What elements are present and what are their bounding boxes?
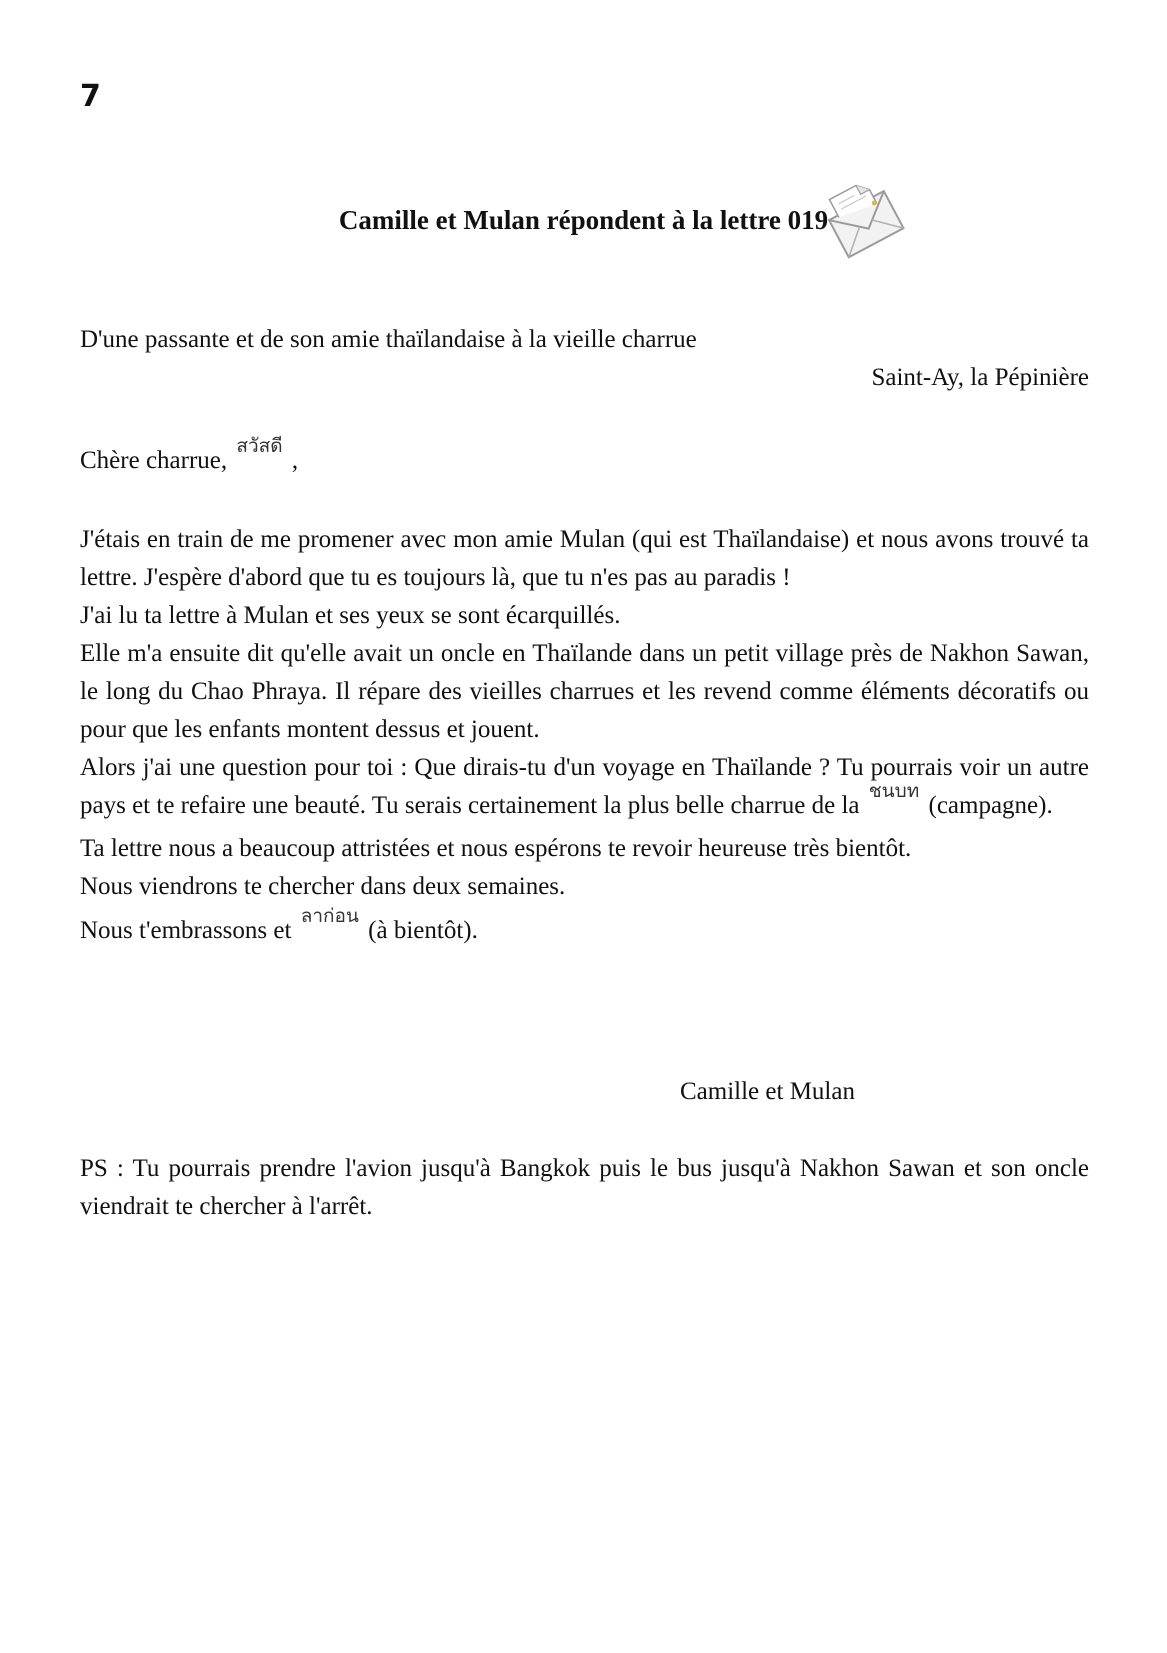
letter-title: Camille et Mulan répondent à la lettre 019 — [338, 205, 829, 235]
paragraph-3: Elle m'a ensuite dit qu'elle avait un oncle en Thaïlande dans un petit village près de Nakhon Sawan, le long du Chao Phraya. Il répare des vieilles charrues et les revend comme éléments décoratifs ou pour que les enfants montent dessus et jouent. — [80, 640, 1089, 743]
paragraph-4-start: Alors j'ai une question pour toi : Que dirais-tu d'un voyage en Thaïlande ? Tu pourrais voir un autre pays et te refaire une beauté. Tu serais certainement la plus belle charrue de la — [80, 754, 1089, 819]
postscript: PS : Tu pourrais prendre l'avion jusqu'à Bangkok puis le bus jusqu'à Nakhon Sawan et son oncle viendrait te chercher à l'arrêt. — [80, 1155, 1089, 1220]
envelope-icon — [826, 180, 912, 270]
signature: Camille et Mulan — [680, 1078, 855, 1105]
paragraph-4-end: (campagne). — [928, 792, 1053, 819]
thai-word-countryside: ชนบท — [868, 780, 920, 802]
paragraph-4 — [80, 749, 1089, 826]
paragraph-5: Ta lettre nous a beaucoup attristées et nous espérons te revoir heureuse très bientôt. — [80, 835, 912, 862]
paragraph-2: J'ai lu ta lettre à Mulan et ses yeux se sont écarquillés. — [80, 602, 621, 629]
paragraph-7-end: (à bientôt). — [368, 917, 478, 944]
place-line: Saint-Ay, la Pépinière — [871, 364, 1089, 391]
salutation-comma: , — [291, 447, 299, 474]
thai-word-goodbye: ลาก่อน — [300, 905, 359, 927]
sender-line: D'une passante et de son amie thaïlandaise à la vieille charrue — [80, 326, 697, 353]
letter-body — [80, 521, 1089, 951]
paragraph-7-start: Nous t'embrassons et — [80, 917, 292, 944]
salutation-text: Chère charrue, — [80, 447, 228, 474]
paragraph-1: J'étais en train de me promener avec mon amie Mulan (qui est Thaïlandaise) et nous avons trouvé ta lettre. J'espère d'abord que tu es toujours là, que tu n'es pas au paradis ! — [80, 526, 1089, 591]
paragraph-7 — [80, 905, 1089, 951]
salutation — [80, 435, 299, 481]
thai-greeting: สวัสดี — [236, 435, 283, 457]
page-number: 7 — [80, 79, 101, 114]
paragraph-6: Nous viendrons te chercher dans deux semaines. — [80, 873, 566, 900]
